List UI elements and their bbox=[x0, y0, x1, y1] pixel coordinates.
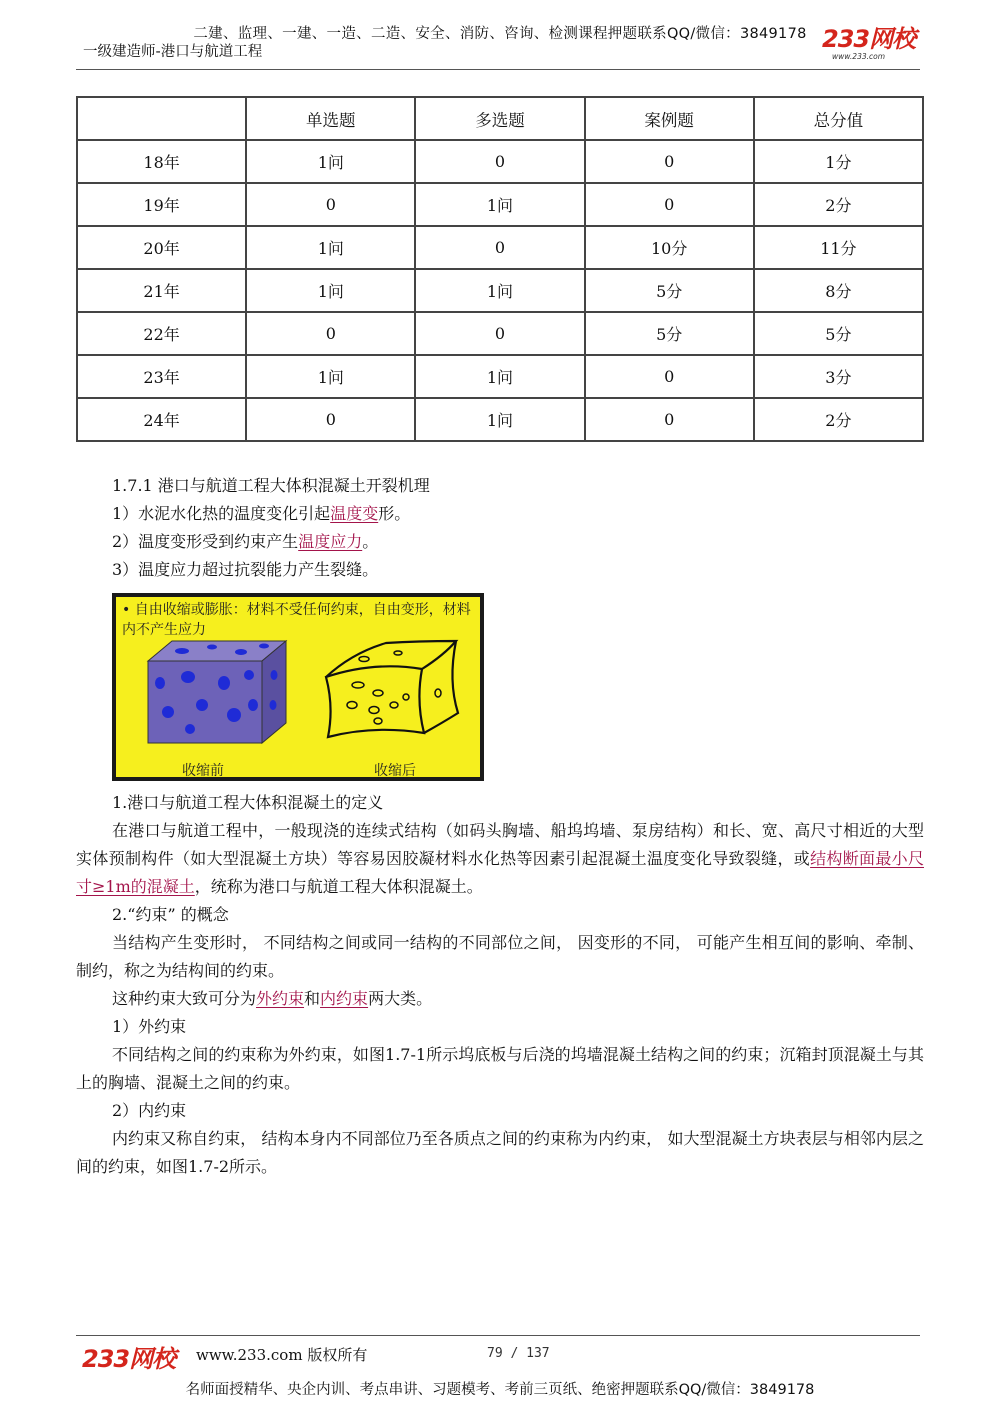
table-cell: 1问 bbox=[246, 269, 415, 312]
shrunk-pore bbox=[352, 682, 364, 688]
cube-pore bbox=[271, 670, 278, 680]
caption-after-shrink: 收缩后 bbox=[374, 763, 416, 779]
table-cell: 1问 bbox=[246, 226, 415, 269]
highlight-term: 内约束 bbox=[320, 989, 369, 1008]
cube-pore bbox=[155, 677, 165, 689]
table-cell: 5分 bbox=[585, 312, 754, 355]
table-cell: 3分 bbox=[754, 355, 923, 398]
outer-constraint-title: 1）外约束 bbox=[112, 1017, 187, 1036]
footer-divider bbox=[76, 1335, 920, 1336]
table-cell: 0 bbox=[246, 398, 415, 441]
inner-constraint-paragraph: 内约束又称自约束， 结构本身内不同部位乃至各质点之间的约束称为内约束， 如大型混凝土方块表层与相邻内层之间的约束，如图1.7-2所示。 bbox=[76, 1129, 924, 1176]
shrinkage-figure bbox=[112, 593, 484, 781]
shrunk-pore bbox=[374, 718, 382, 724]
shrunk-pore bbox=[435, 689, 441, 697]
table-row bbox=[77, 312, 923, 355]
table-cell: 0 bbox=[585, 183, 754, 226]
table-cell: 5分 bbox=[585, 269, 754, 312]
table-cell: 0 bbox=[585, 355, 754, 398]
table-header-cell bbox=[77, 97, 246, 140]
figure-description: • 自由收缩或膨胀：材料不受任何约束，自由变形，材料内不产生应力 bbox=[122, 602, 471, 638]
table-cell: 0 bbox=[415, 312, 584, 355]
item-text: 1）水泥水化热的温度变化引起 bbox=[112, 504, 331, 523]
table-cell: 0 bbox=[585, 398, 754, 441]
shrunk-pore bbox=[403, 694, 409, 700]
header-contact-line: 二建、监理、一建、一造、二造、安全、消防、咨询、检测课程押题联系QQ/微信：3849178 bbox=[193, 26, 807, 42]
table-row bbox=[77, 140, 923, 183]
table-header-cell: 多选题 bbox=[415, 97, 584, 140]
table-cell: 1问 bbox=[415, 398, 584, 441]
inner-constraint-title: 2）内约束 bbox=[112, 1101, 187, 1120]
footer-logo: 233网校 bbox=[82, 1345, 176, 1373]
main-content bbox=[76, 472, 924, 1181]
cube-pore bbox=[175, 648, 189, 654]
definition-title: 1.港口与航道工程大体积混凝土的定义 bbox=[112, 793, 384, 812]
mechanism-item-3: 3）温度应力超过抗裂能力产生裂缝。 bbox=[112, 560, 379, 579]
constraint-types bbox=[76, 985, 924, 1013]
shrunk-pore bbox=[373, 690, 383, 696]
table-cell: 2分 bbox=[754, 398, 923, 441]
cube-pore bbox=[218, 676, 230, 690]
highlight-term: 温度变 bbox=[330, 504, 379, 523]
highlight-term: 温度应力 bbox=[298, 532, 363, 551]
item-text: 2）温度变形受到约束产生 bbox=[112, 532, 299, 551]
table-cell: 1问 bbox=[415, 183, 584, 226]
table-row bbox=[77, 398, 923, 441]
shrunk-block-outline bbox=[326, 666, 424, 737]
item-text: 形。 bbox=[378, 504, 411, 523]
table-header-cell: 案例题 bbox=[585, 97, 754, 140]
table-header-cell: 单选题 bbox=[246, 97, 415, 140]
outer-constraint-paragraph: 不同结构之间的约束称为外约束，如图1.7-1所示坞底板与后浇的坞墙混凝土结构之间的约束；沉箱封顶混凝土与其上的胸墙、混凝土之间的约束。 bbox=[76, 1045, 924, 1092]
table-cell: 1问 bbox=[415, 269, 584, 312]
table-cell: 0 bbox=[246, 183, 415, 226]
cube-pore bbox=[270, 700, 277, 710]
shrunk-pore bbox=[394, 651, 402, 655]
footer-copyright: www.233.com 版权所有 bbox=[196, 1346, 368, 1364]
table-row bbox=[77, 183, 923, 226]
section-title: 1.7.1 港口与航道工程大体积混凝土开裂机理 bbox=[112, 476, 430, 495]
figure-panel bbox=[116, 597, 480, 777]
exam-score-table bbox=[76, 96, 924, 442]
cube-pore bbox=[196, 699, 208, 711]
paragraph-text: 这种约束大致可分为 bbox=[112, 989, 257, 1008]
table-cell: 0 bbox=[415, 140, 584, 183]
paragraph-text: 两大类。 bbox=[368, 989, 433, 1008]
definition-paragraph bbox=[76, 817, 924, 901]
footer-contact-line: 名师面授精华、央企内训、考点串讲、习题模考、考前三页纸、绝密押题联系QQ/微信：3849178 bbox=[185, 1382, 815, 1398]
page-number: 79 / 137 bbox=[487, 1346, 550, 1361]
table-cell: 1问 bbox=[415, 355, 584, 398]
document-subtitle: 一级建造师-港口与航道工程 bbox=[83, 44, 263, 60]
table-cell: 19年 bbox=[77, 183, 246, 226]
table-cell: 5分 bbox=[754, 312, 923, 355]
table-row bbox=[77, 355, 923, 398]
table-cell: 18年 bbox=[77, 140, 246, 183]
table-cell: 1分 bbox=[754, 140, 923, 183]
table-cell: 23年 bbox=[77, 355, 246, 398]
header-logo-url: www.233.com bbox=[832, 52, 886, 61]
constraint-title: 2.“约束” 的概念 bbox=[112, 905, 229, 924]
paragraph-text: 和 bbox=[304, 989, 321, 1008]
table-cell: 20年 bbox=[77, 226, 246, 269]
caption-before-shrink: 收缩前 bbox=[182, 763, 224, 779]
shrunk-pore bbox=[369, 707, 379, 714]
highlight-term: 外约束 bbox=[256, 989, 305, 1008]
shrunk-pore bbox=[390, 702, 398, 708]
table-row bbox=[77, 226, 923, 269]
table-header-row bbox=[77, 97, 923, 140]
shrunk-pore bbox=[359, 657, 369, 662]
table-cell: 0 bbox=[246, 312, 415, 355]
highlight-term: 结构断面最小尺寸≥1m的混凝土 bbox=[76, 849, 924, 896]
cube-pore bbox=[259, 644, 269, 649]
table-cell: 8分 bbox=[754, 269, 923, 312]
cube-pore bbox=[185, 724, 195, 734]
cube-pore bbox=[248, 699, 258, 711]
table-header-cell: 总分值 bbox=[754, 97, 923, 140]
table-cell: 11分 bbox=[754, 226, 923, 269]
cube-pore bbox=[227, 708, 241, 722]
cube-pore bbox=[162, 706, 174, 718]
table-cell: 10分 bbox=[585, 226, 754, 269]
table-cell: 0 bbox=[415, 226, 584, 269]
table-cell: 1问 bbox=[246, 140, 415, 183]
mechanism-item-2 bbox=[76, 528, 924, 556]
table-row bbox=[77, 269, 923, 312]
table-cell: 2分 bbox=[754, 183, 923, 226]
paragraph-text: ，统称为港口与航道工程大体积混凝土。 bbox=[194, 877, 483, 896]
header-divider bbox=[76, 69, 920, 70]
cube-pore bbox=[181, 671, 195, 683]
shrunk-pore bbox=[347, 702, 357, 709]
table-cell: 0 bbox=[585, 140, 754, 183]
cube-pore bbox=[244, 670, 254, 680]
table-cell: 24年 bbox=[77, 398, 246, 441]
item-text: 。 bbox=[362, 532, 379, 551]
table-cell: 22年 bbox=[77, 312, 246, 355]
cube-pore bbox=[235, 649, 247, 655]
header-logo bbox=[822, 26, 922, 66]
constraint-paragraph: 当结构产生变形时， 不同结构之间或同一结构的不同部位之间， 因变形的不同， 可能产生相互间的影响、牵制、制约，称之为结构间的约束。 bbox=[76, 933, 924, 980]
table-cell: 1问 bbox=[246, 355, 415, 398]
cube-pore bbox=[207, 645, 217, 650]
header-logo-text: 233网校 bbox=[822, 25, 916, 53]
table-cell: 21年 bbox=[77, 269, 246, 312]
mechanism-item-1 bbox=[76, 500, 924, 528]
paragraph-text: 在港口与航道工程中，一般现浇的连续式结构（如码头胸墙、船坞坞墙、泵房结构）和长、宽、高尺寸相近的大型实体预制构件（如大型混凝土方块）等容易因胶凝材料水化热等因素引起混凝土温度变化导致裂缝，或 bbox=[76, 821, 924, 868]
